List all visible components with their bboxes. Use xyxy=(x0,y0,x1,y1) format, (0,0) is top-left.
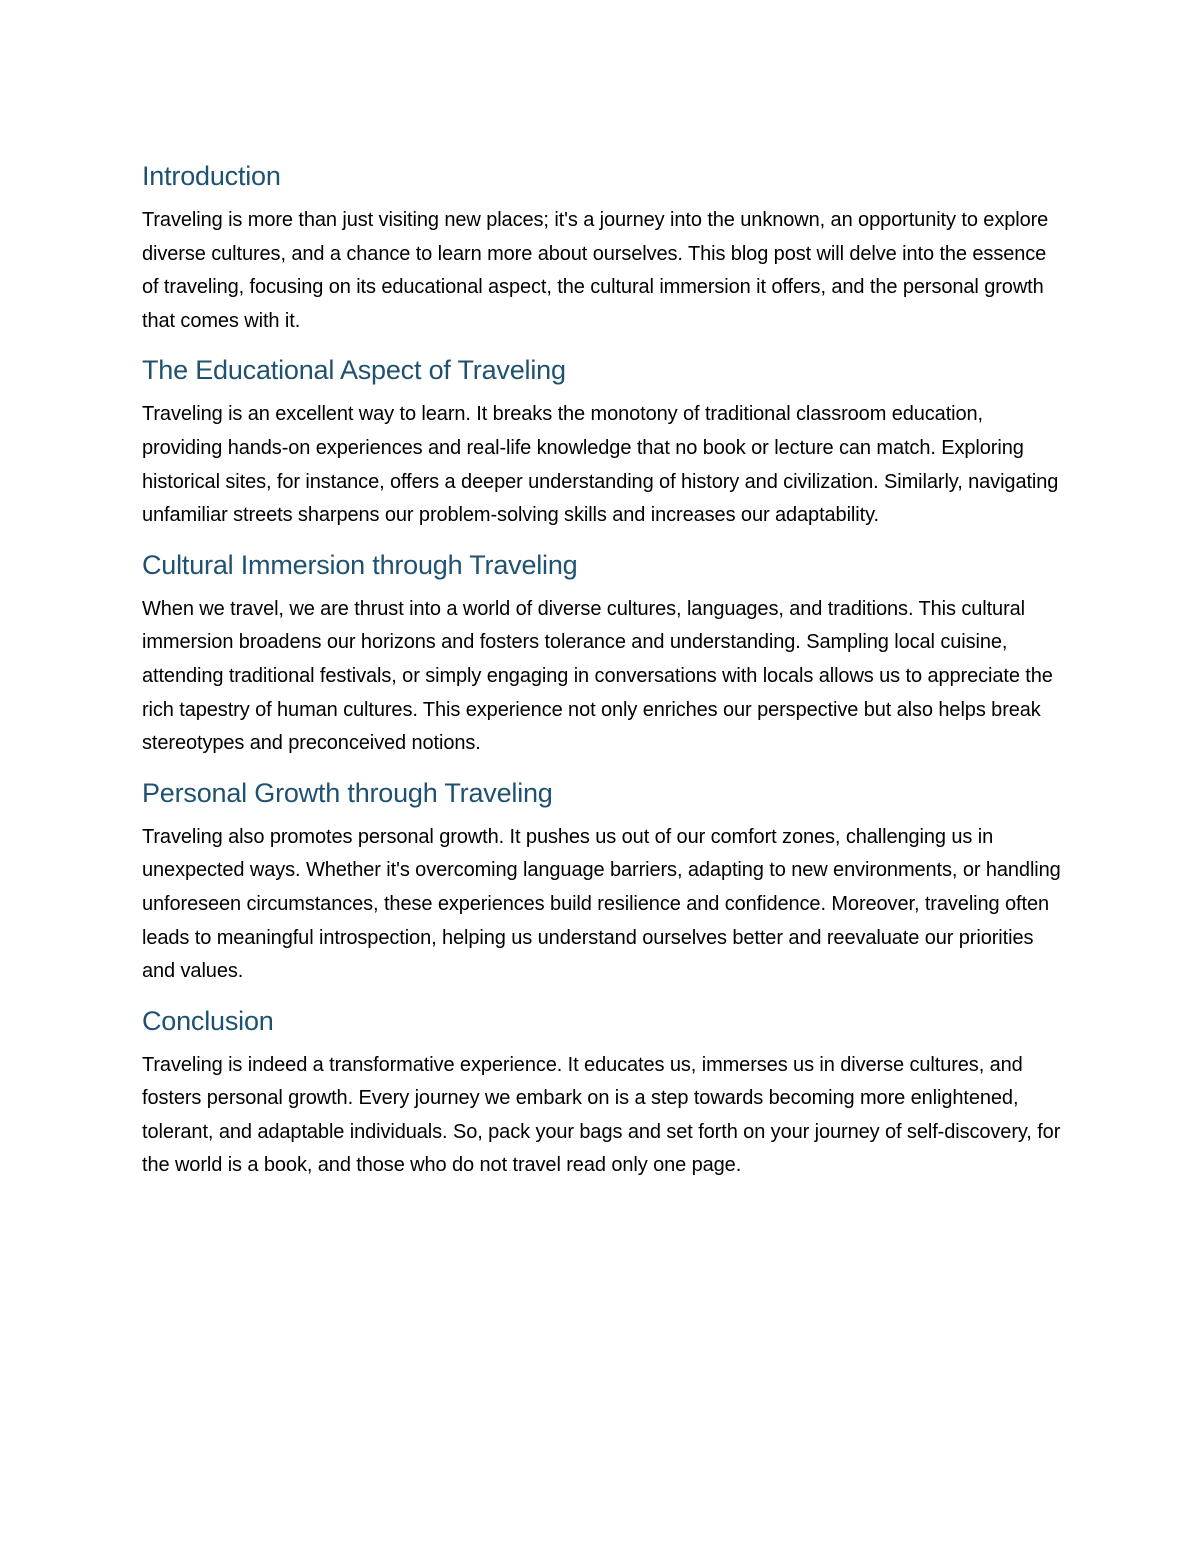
section-personal-growth xyxy=(142,775,1067,989)
section-paragraph: Traveling is an excellent way to learn. It breaks the monotony of traditional classroom education, providing hands-on experiences and real-life knowledge that no book or lecture can match. Exploring historical sites, for instance, offers a deeper understanding of history and civilization. Similarly, navigating unfamiliar streets sharpens our problem-solving skills and increases our adaptability. xyxy=(142,403,1059,527)
section-paragraph: When we travel, we are thrust into a world of diverse cultures, languages, and traditions. This cultural immersion broadens our horizons and fosters tolerance and understanding. Sampling local cuisine, attending traditional festivals, or simply engaging in conversations with locals allows us to appreciate the rich tapestry of human cultures. This experience not only enriches our perspective but also helps break stereotypes and preconceived notions. xyxy=(142,597,1053,755)
section-paragraph: Traveling also promotes personal growth. It pushes us out of our comfort zones, challenging us in unexpected ways. Whether it's overcoming language barriers, adapting to new environments, or handling unforeseen circumstances, these experiences build resilience and confidence. Moreover, traveling often leads to meaningful introspection, helping us understand ourselves better and reevaluate our priorities and values. xyxy=(142,825,1061,983)
section-introduction xyxy=(142,158,1067,338)
section-paragraph: Traveling is indeed a transformative experience. It educates us, immerses us in diverse cultures, and fosters personal growth. Every journey we embark on is a step towards becoming more enlightened, tolerant, and adaptable individuals. So, pack your bags and set forth on your journey of self-discovery, for the world is a book, and those who do not travel read only one page. xyxy=(142,1053,1061,1177)
section-heading: Introduction xyxy=(142,161,281,191)
document-body xyxy=(142,158,1067,1197)
section-heading: Conclusion xyxy=(142,1005,274,1036)
section-heading: Personal Growth through Traveling xyxy=(142,777,553,808)
section-educational-aspect xyxy=(142,352,1067,532)
section-heading: The Educational Aspect of Traveling xyxy=(142,355,566,386)
section-heading: Cultural Immersion through Traveling xyxy=(142,549,578,580)
section-conclusion xyxy=(142,1003,1067,1183)
section-paragraph: Traveling is more than just visiting new places; it's a journey into the unknown, an opportunity to explore diverse cultures, and a chance to learn more about ourselves. This blog post will delve into the essence of traveling, focusing on its educational aspect, the cultural immersion it offers, and the personal growth that comes with it. xyxy=(142,209,1049,332)
section-cultural-immersion xyxy=(142,547,1067,761)
